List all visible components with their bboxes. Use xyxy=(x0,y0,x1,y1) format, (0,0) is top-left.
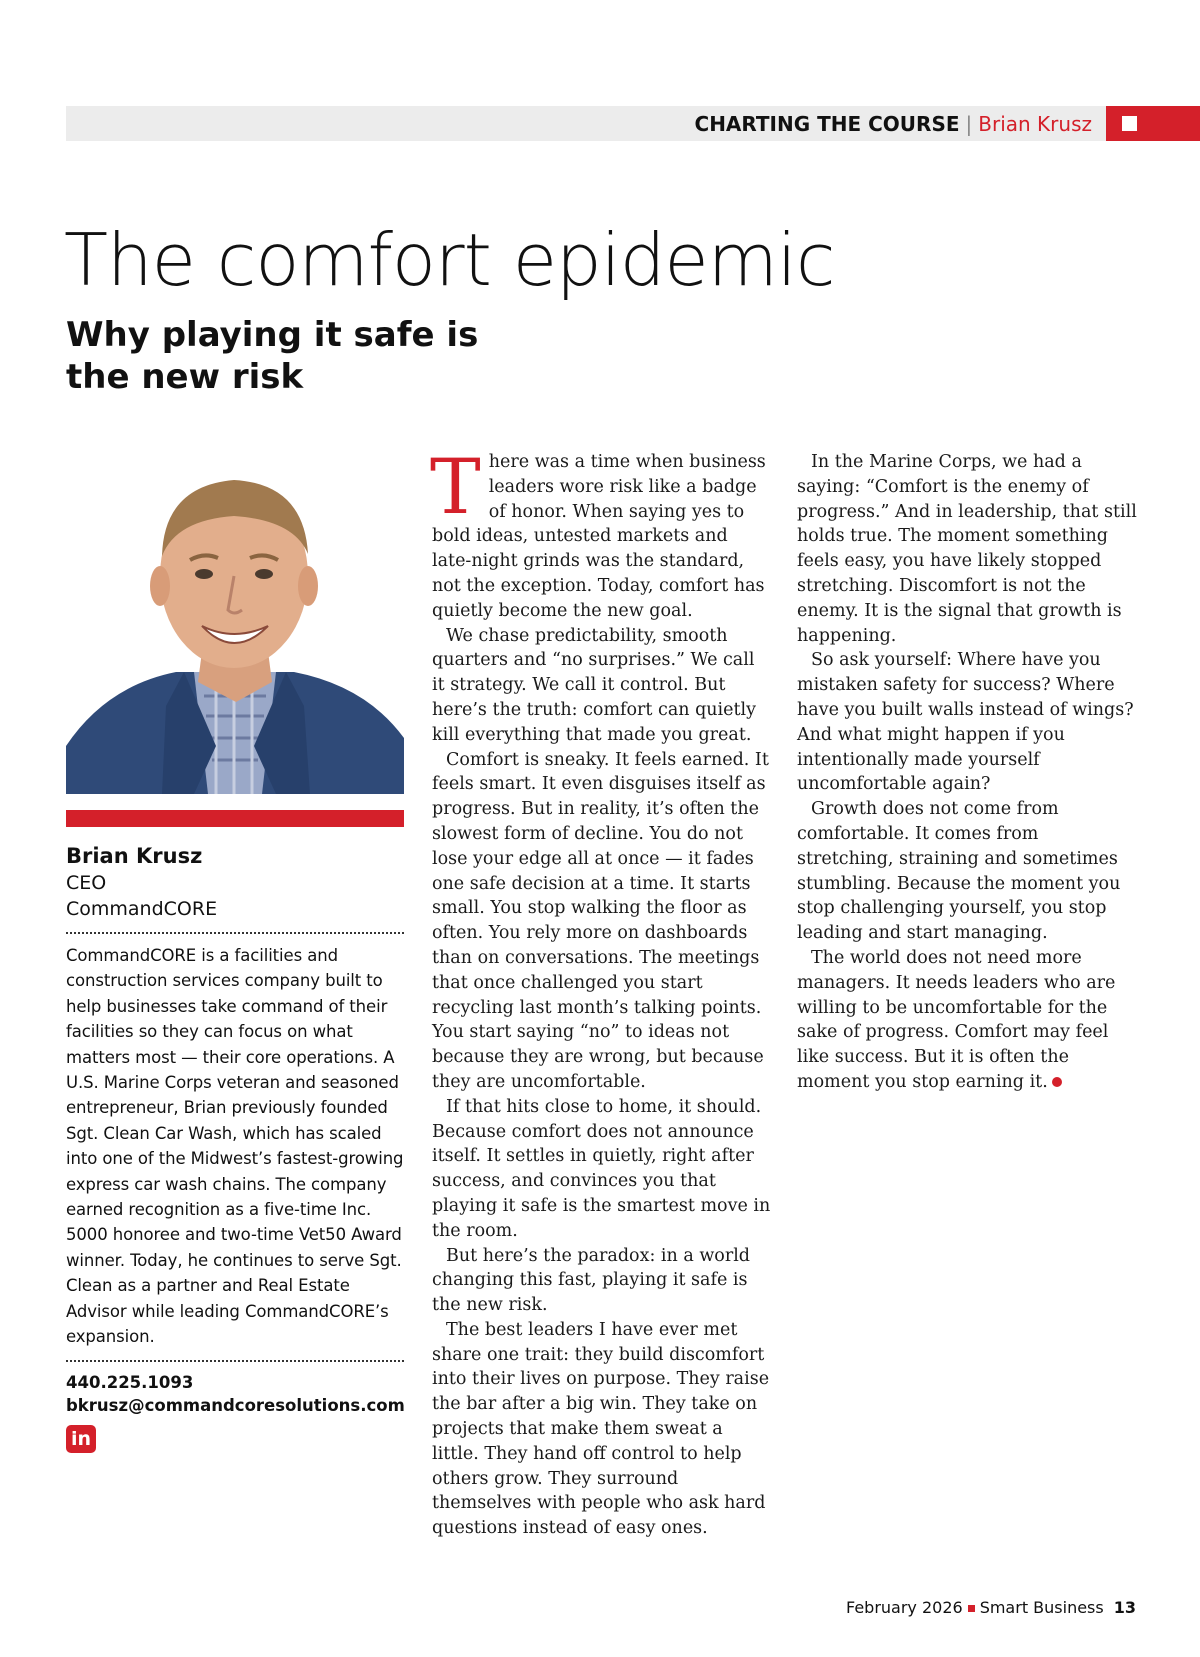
linkedin-icon[interactable]: in xyxy=(66,1425,96,1453)
footer-square-icon xyxy=(968,1605,975,1612)
article-paragraph xyxy=(797,946,1137,1095)
bio-title: CEO xyxy=(66,872,107,894)
article-paragraph: In the Marine Corps, we had a saying: “Comfort is the enemy of progress.” And in leadership, that still holds true. The moment something feels easy, you have likely stopped stretching. Discomfort is not the enemy. It is the signal that growth is happening. xyxy=(797,452,1137,646)
header-accent-block xyxy=(1106,106,1200,141)
page-footer xyxy=(846,1598,1136,1617)
article-paragraph xyxy=(430,442,772,624)
article-paragraph: We chase predictability, smooth quarters and “no surprises.” We call it strategy. We call it control. But here’s the truth: comfort can quietly kill everything that made you great. xyxy=(432,625,757,745)
article-paragraph: Comfort is sneaky. It feels earned. It feels smart. It even disguises itself as progress. But in reality, it’s often the slowest form of decline. You do not lose your edge all at once — it fades one safe decision at a time. It starts small. You stop walking the floor as often. You rely more on dashboards than on conversations. The meetings that once challenged you start recycling last month’s talking points. You start saying “no” to ideas not because they are wrong, but because they are uncomfortable. xyxy=(432,749,769,1092)
end-mark-icon xyxy=(1052,1077,1062,1087)
bio-accent-bar xyxy=(66,810,404,827)
footer-issue: February 2026 xyxy=(845,1598,963,1617)
first-paragraph-text: here was a time when business leaders wore risk like a badge of honor. When saying yes to bold ideas, untested markets and late-night grinds was the standard, not the exception. Today, comfort has quietly become the new goal. xyxy=(432,452,766,621)
article-paragraph: If that hits close to home, it should. Because comfort does not announce itself. It settles in quietly, right after success, and convinces you that playing it safe is the smartest move in the room. xyxy=(432,1096,771,1241)
article-column-1 xyxy=(430,442,772,1541)
author-bio xyxy=(66,842,406,1453)
header-square-icon xyxy=(1122,116,1137,131)
section-name: CHARTING THE COURSE xyxy=(694,112,960,136)
dotted-divider xyxy=(66,932,404,934)
section-header-bar xyxy=(66,106,1200,141)
bio-email-link[interactable]: bkrusz@commandcoresolutions.com xyxy=(66,1395,405,1415)
bio-description: CommandCORE is a facilities and construction services company built to help businesses take command of their facilities so they can focus on what matters most — their core operations. A U.S. Marine Corps veteran and seasoned entrepreneur, Brian previously founded Sgt. Clean Car Wash, which has scaled into one of the Midwest’s fastest-growing express car wash chains. The company earned recognition as a five-time Inc. 5000 honoree and two-time Vet50 Award winner. Today, he continues to serve Sgt. Clean as a partner and Real Estate Advisor while leading CommandCORE’s expansion. xyxy=(66,946,404,1347)
last-paragraph-text: The world does not need more managers. It needs leaders who are willing to be uncomfortable for the sake of progress. Comfort may feel like success. But it is often the moment you stop earning it. xyxy=(797,947,1116,1092)
page-number: 13 xyxy=(1113,1598,1136,1617)
footer-publication: Smart Business xyxy=(979,1598,1104,1617)
article-paragraph: So ask yourself: Where have you mistaken safety for success? Where have you built walls instead of wings? And what might happen if you intentionally made yourself uncomfortable again? xyxy=(797,650,1134,795)
article-title: The comfort epidemic xyxy=(64,218,835,302)
section-header-text xyxy=(695,112,1092,136)
bio-phone: 440.225.1093 xyxy=(66,1372,194,1392)
bio-name: Brian Krusz xyxy=(66,844,203,868)
article-paragraph: Growth does not come from comfortable. It comes from stretching, straining and sometimes stumbling. Because the moment you stop challenging yourself, you stop leading and start managing. xyxy=(797,799,1121,944)
bio-company: CommandCORE xyxy=(66,898,218,920)
drop-cap: T xyxy=(430,442,481,531)
author-photo xyxy=(66,446,404,794)
article-paragraph: But here’s the paradox: in a world changing this fast, playing it safe is the new risk. xyxy=(432,1245,751,1316)
article-subtitle: Why playing it safe is the new risk xyxy=(66,315,479,397)
dotted-divider xyxy=(66,1360,404,1362)
header-author: Brian Krusz xyxy=(978,112,1092,136)
header-separator: | xyxy=(965,112,973,136)
article-column-2 xyxy=(797,450,1137,1095)
article-paragraph: The best leaders I have ever met share one trait: they build discomfort into their lives on purpose. They raise the bar after a big win. They take on projects that make them sweat a little. They hand off control to help others grow. They surround themselves with people who ask hard questions instead of easy ones. xyxy=(432,1319,770,1539)
